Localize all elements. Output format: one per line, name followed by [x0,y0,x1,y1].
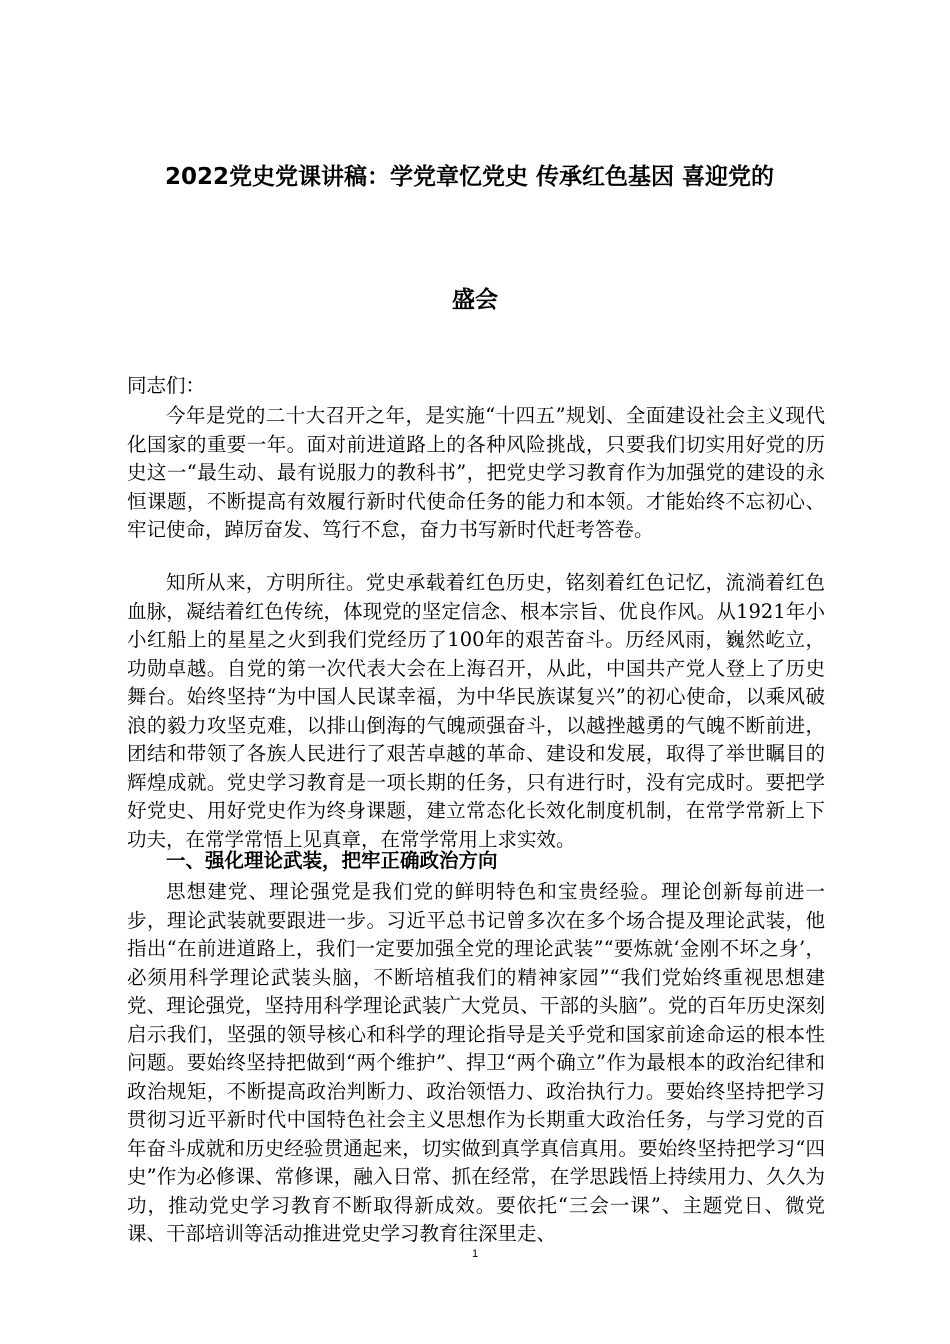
paragraph-1 [127,402,825,545]
paragraph-2-text: 知所从来，方明所往。党史承载着红色历史，铭刻着红色记忆，流淌着红色血脉，凝结着红色传统，体现党的坚定信念、根本宗旨、优良作风。从1921年小小红船上的星星之火到我们党经历了100年的艰苦奋斗。历经风雨，巍然屹立，功勋卓越。自党的第一次代表大会在上海召开，从此，中国共产党人登上了历史舞台。始终坚持“为中国人民谋幸福，为中华民族谋复兴”的初心使命，以乘风破浪的毅力攻坚克难，以排山倒海的气魄顽强奋斗，以越挫越勇的气魄不断前进，团结和带领了各族人民进行了艰苦卓越的革命、建设和发展，取得了举世瞩目的辉煌成就。党史学习教育是一项长期的任务，只有进行时，没有完成时。要把学好党史、用好党史作为终身课题，建立常态化长效化制度机制，在常学常新上下功夫，在常学常悟上见真章，在常学常用上求实效。 [127,571,825,851]
title-line-1: 2022党史党课讲稿：学党章忆党史 传承红色基因 喜迎党的 [165,164,775,190]
salutation: 同志们： [127,374,206,397]
paragraph-2 [127,569,825,854]
page-number: 1 [471,1248,479,1260]
paragraph-3 [127,878,825,1249]
section-heading-1: 一、强化理论武装，把牢正确政治方向 [166,849,498,872]
title-line-2: 盛会 [452,287,498,313]
paragraph-1-text: 今年是党的二十大召开之年，是实施“十四五”规划、全面建设社会主义现代化国家的重要一年。面对前进道路上的各种风险挑战，只要我们切实用好党的历史这一“最生动、最有说服力的教科书”，把党史学习教育作为加强党的建设的永恒课题，不断提高有效履行新时代使命任务的能力和本领。才能始终不忘初心、牢记使命，踔厉奋发、笃行不怠，奋力书写新时代赶考答卷。 [127,404,825,541]
paragraph-3-text: 思想建党、理论强党是我们党的鲜明特色和宝贵经验。理论创新每前进一步，理论武装就要跟进一步。习近平总书记曾多次在多个场合提及理论武装，他指出“在前进道路上，我们一定要加强全党的理论武装”“要炼就‘金刚不坏之身’，必须用科学理论武装头脑，不断培植我们的精神家园”“我们党始终重视思想建党、理论强党，坚持用科学理论武装广大党员、干部的头脑”。党的百年历史深刻启示我们，坚强的领导核心和科学的理论指导是关乎党和国家前途命运的根本性问题。要始终坚持把做到“两个维护”、捍卫“两个确立”作为最根本的政治纪律和政治规矩，不断提高政治判断力、政治领悟力、政治执行力。要始终坚持把学习贯彻习近平新时代中国特色社会主义思想作为长期重大政治任务，与学习党的百年奋斗成就和历史经验贯通起来，切实做到真学真信真用。要始终坚持把学习“四史”作为必修课、常修课，融入日常、抓在经常，在学思践悟上持续用力、久久为功，推动党史学习教育不断取得新成效。要依托“三会一课”、主题党日、微党课、干部培训等活动推进党史学习教育往深里走、 [127,880,825,1245]
